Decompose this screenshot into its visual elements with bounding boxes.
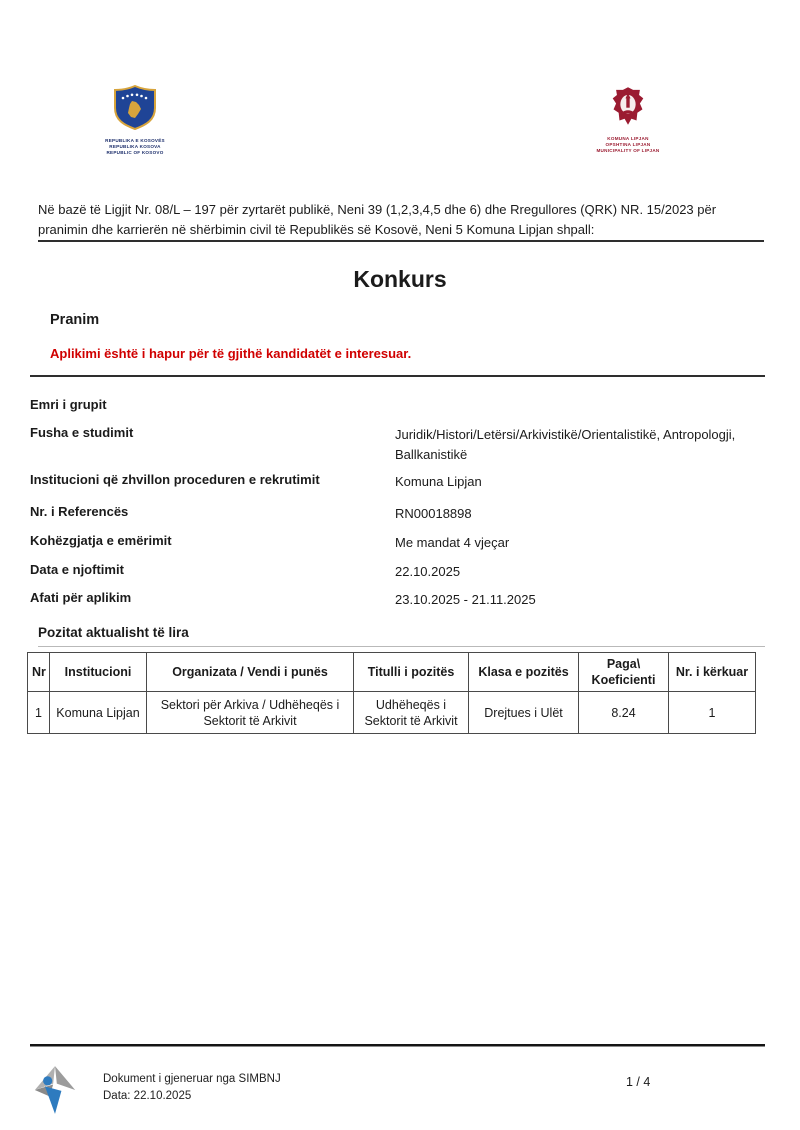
kosovo-caption-line: REPUBLIC OF KOSOVO <box>106 149 164 155</box>
field-value: RN00018898 <box>395 506 472 521</box>
page-title: Konkurs <box>353 266 447 292</box>
positions-table <box>27 652 756 734</box>
table-cell: Komuna Lipjan <box>50 692 147 734</box>
field-row-institucioni <box>30 472 765 492</box>
application-notice: Aplikimi është i hapur për të gjithë kandidatët e interesuar. <box>50 346 412 361</box>
lipjan-caption-line: MUNICIPALITY OF LIPJAN <box>596 147 660 153</box>
simbnj-logo-icon <box>33 1066 77 1119</box>
positions-heading: Pozitat aktualisht të lira <box>38 625 765 647</box>
field-row-afati-aplikim <box>30 590 765 610</box>
table-header-cell: Klasa e pozitës <box>469 653 579 692</box>
lipjan-logo-block <box>573 84 683 154</box>
section-subtitle: Pranim <box>50 312 100 328</box>
kosovo-logo-block <box>85 84 185 156</box>
field-row-nr-references <box>30 504 765 524</box>
kosovo-logo-caption <box>105 138 165 156</box>
table-header-cell: Titulli i pozitës <box>354 653 469 692</box>
field-value: 22.10.2025 <box>395 564 461 579</box>
intro-paragraph: Në bazë të Ligjit Nr. 08/L – 197 për zyrtarët publikë, Neni 39 (1,2,3,4,5 dhe 6) dhe Rregullores (QRK) NR. 15/2023 për pranimin dhe karrierën në shërbimin civil të Republikës së Kosovë, Neni 5 Komuna Lipjan shpall: <box>38 202 717 237</box>
field-row-emri-i-grupit <box>30 397 765 412</box>
table-cell: 1 <box>28 692 50 734</box>
table-header-cell: Institucioni <box>50 653 147 692</box>
kosovo-caption-line: REPUBLIKA E KOSOVËS <box>105 138 165 143</box>
lipjan-caption-line: KOMUNA LIPJAN <box>607 136 649 141</box>
table-cell: 8.24 <box>579 692 669 734</box>
table-header-cell: Nr <box>28 653 50 692</box>
footer-divider <box>30 1044 765 1047</box>
table-header-row <box>28 653 756 692</box>
table-cell: Drejtues i Ulët <box>469 692 579 734</box>
table-row <box>28 692 756 734</box>
footer-date-line: Data: 22.10.2025 <box>103 1089 192 1102</box>
table-header-cell: Organizata / Vendi i punës <box>147 653 354 692</box>
field-row-data-njoftimit <box>30 562 765 582</box>
lipjan-logo-caption <box>596 136 659 154</box>
kosovo-caption-line: REPUBLIKA KOSOVA <box>109 143 161 149</box>
field-value <box>395 397 765 412</box>
table-header-cell: Nr. i kërkuar <box>669 653 756 692</box>
field-label: Kohëzgjatja e emërimit <box>30 533 172 548</box>
lipjan-caption-line: OPSHTINA LIPJAN <box>605 141 651 147</box>
divider <box>30 375 765 377</box>
field-value: Komuna Lipjan <box>395 474 482 489</box>
field-label: Institucioni që zhvillon proceduren e rekrutimit <box>30 472 320 487</box>
field-value: 23.10.2025 - 21.11.2025 <box>395 592 536 607</box>
footer-generated-line: Dokument i gjeneruar nga SIMBNJ <box>103 1073 281 1085</box>
table-cell: Udhëheqës i Sektorit të Arkivit <box>354 692 469 734</box>
divider <box>38 240 764 242</box>
field-row-fusha-e-studimit <box>30 425 765 464</box>
field-label: Fusha e studimit <box>30 425 134 440</box>
field-value: Me mandat 4 vjeçar <box>395 535 510 550</box>
table-cell: Sektori për Arkiva / Udhëheqës i Sektorit të Arkivit <box>147 692 354 734</box>
field-label: Afati për aplikim <box>30 590 132 605</box>
field-label: Emri i grupit <box>30 397 107 412</box>
page-number: 1 / 4 <box>626 1075 651 1089</box>
field-row-kohezgjatja <box>30 533 765 553</box>
footer-text <box>103 1071 281 1104</box>
field-label: Data e njoftimit <box>30 562 124 577</box>
field-label: Nr. i Referencës <box>30 504 129 519</box>
field-value: Juridik/Histori/Letërsi/Arkivistikë/Orientalistikë, Antropologji, Ballkanistikë <box>395 427 736 462</box>
kosovo-coat-of-arms-icon <box>110 84 160 135</box>
lipjan-emblem-icon <box>611 84 645 133</box>
table-cell: 1 <box>669 692 756 734</box>
table-header-cell: Paga\ Koeficienti <box>579 653 669 692</box>
